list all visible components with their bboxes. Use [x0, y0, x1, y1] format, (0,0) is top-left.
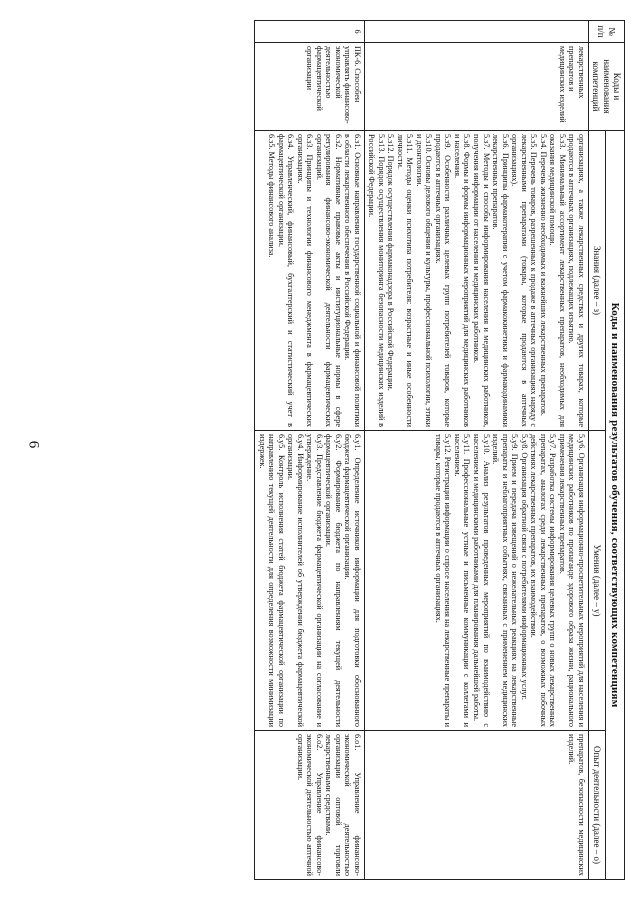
experience-cell: [364, 731, 588, 880]
experience-item: 6.о2. Управление финансово-экономической деятельностью аптечной организации.: [295, 734, 324, 876]
table-row: [364, 21, 588, 880]
skills-item: 5.у7. Разработка системы информирования целевых групп о новых лекарственных препаратах, аналогах среди лекарственных препаратов, о возможных побочных действиях лекарственных препаратов, их взаимодействии.: [529, 434, 558, 727]
knowledge-item: 5.з12. Порядок осуществления фармаконадзора в Российской Федерации.: [386, 134, 396, 391]
knowledge-item: 5.з5. Перечень товаров, разрешенных к продаже в аптечных организациях наряду с лекарственными препаратами (товары, которые продаются в аптечных организациях).: [510, 134, 539, 427]
knowledge-item: организациях, а также лекарственных средствах и других товарах, которые продаются в аптечных организациях, подлежащих изъятию.: [567, 134, 586, 427]
knowledge-item: 5.з13. Порядок осуществления мониторинга безопасности медицинских изделий в Российской Федерации.: [367, 134, 386, 427]
skills-item: 6.у3. Представление бюджета фармацевтической организации на согласование и утверждение.: [305, 434, 324, 727]
skills-item: 5.у8. Организация обратной связи с потребителями информационных услуг.: [519, 434, 529, 700]
page-number: 6: [25, 440, 42, 449]
row-number: [364, 21, 588, 43]
knowledge-item: 6.з5. Методы финансового анализа.: [267, 134, 277, 258]
competency-code: лекарственных препаратов и медицинских изделий: [364, 43, 588, 131]
skills-item: 5.у11. Профессиональные устные и письменные коммуникации с коллегами и населением.: [452, 434, 472, 727]
skills-cell: [255, 431, 365, 731]
knowledge-item: 6.з2. Нормативные правовые акты и институциональные нормы в сфере регулирования финансово-экономической деятельности фармацевтических организаций.: [314, 134, 343, 427]
knowledge-cell: [364, 131, 588, 431]
header-results: Коды и наименования результатов обучения, соответствующих компетенциям: [605, 131, 624, 880]
knowledge-item: 5.з10. Основы делового общения и культуры, профессиональной психологии, этики и деонтологии.: [414, 134, 434, 427]
skills-item: 6.у1. Определение источников информации для подготовки обоснованного бюджета фармацевтической организации.: [343, 434, 362, 727]
experience-item: 6.о1. Управление финансово-экономической деятельностью организации оптовой торговли лекарственными средствами.: [324, 734, 362, 876]
table-row: [255, 21, 365, 880]
skills-item: 5.у9. Прием и передача извещений о нежелательных реакциях на лекарственные препараты и неблагоприятных событиях, связанных с применением медицинских изделий.: [491, 434, 520, 727]
skills-item: 6.у4. Информирование исполнителей об утверждении бюджета фармацевтической организации.: [286, 434, 305, 727]
skills-item: 5.у6. Организация информационно-просветительных мероприятий для населения и медицинских работников по пропаганде здорового образа жизни, рационального применения лекарственных препаратов.: [557, 434, 586, 727]
competency-code: ПК-6. Способен управлять финансово-экономической деятельностью фармацевтической организации: [255, 43, 365, 131]
skills-item: 5.у10. Анализ результатов проведенных мероприятий по взаимодействию с населением и медицинскими работниками для планирования дальнейшей работы.: [472, 434, 491, 727]
knowledge-item: 6.з3. Принципы и технологии финансового менеджмента в фармацевтических организациях.: [295, 134, 315, 427]
experience-cell: [255, 731, 365, 880]
knowledge-item: 5.з6. Принципы фармакотерапии с учетом фармакокинетики и фармакодинамики лекарственных препаратов.: [491, 134, 510, 427]
knowledge-item: 5.з7. Методы и способы информирования населения и медицинских работников, получения информации от населения и медицинских работников.: [472, 134, 491, 427]
header-codes: Коды и наименования компетенций: [588, 43, 624, 131]
knowledge-item: 5.з9. Особенности различных целевых групп потребителей товаров, которые продаются в аптечных организациях.: [433, 134, 453, 427]
skills-cell: [364, 431, 588, 731]
knowledge-item: 5.з11. Методы оценки психотипа потребителя: возрастные и иные особенности личности.: [395, 134, 415, 427]
competencies-table: [254, 20, 625, 880]
header-skills: Умения (далее – у): [588, 431, 605, 731]
knowledge-item: 6.з1. Основные направления государственной социальной и финансовой политики в области лекарственного обеспечения в Российской Федерации.: [343, 134, 362, 427]
experience-item: препаратов, безопасности медицинских изделий.: [567, 734, 586, 876]
header-num: № п/п: [588, 21, 624, 43]
knowledge-item: 5.з3. Минимальный ассортимент лекарственных препаратов, необходимых для оказания медицинской помощи.: [548, 134, 567, 427]
knowledge-item: 5.з4. Перечень жизненно необходимых и важнейших лекарственных препаратов.: [538, 134, 548, 416]
skills-item: 6.у2. Формирование бюджета по направлениям текущей деятельности фармацевтической организации.: [324, 434, 343, 727]
header-experience: Опыт деятельности (далее – о): [588, 731, 605, 880]
row-number: 6: [255, 21, 365, 43]
skills-item: 5.у12. Регистрация информации о спросе населения на лекарственные препараты и товары, которые продаются в аптечных организациях.: [433, 434, 453, 727]
knowledge-cell: [255, 131, 365, 431]
rotated-table-container: [65, 20, 625, 880]
knowledge-item: 5.з8. Формы и формы информационных мероприятий для медицинских работников и населения.: [452, 134, 472, 427]
header-knowledge: Знания (далее – з): [588, 131, 605, 431]
skills-item: 6.у5. Контроль исполнения статей бюджета фармацевтической организации по направлению текущей деятельности для определения возможности минимизации издержек.: [257, 434, 286, 727]
knowledge-item: 6.з4. Управленческий, финансовый, бухгалтерский и статистический учет в фармацевтической организации.: [276, 134, 296, 427]
